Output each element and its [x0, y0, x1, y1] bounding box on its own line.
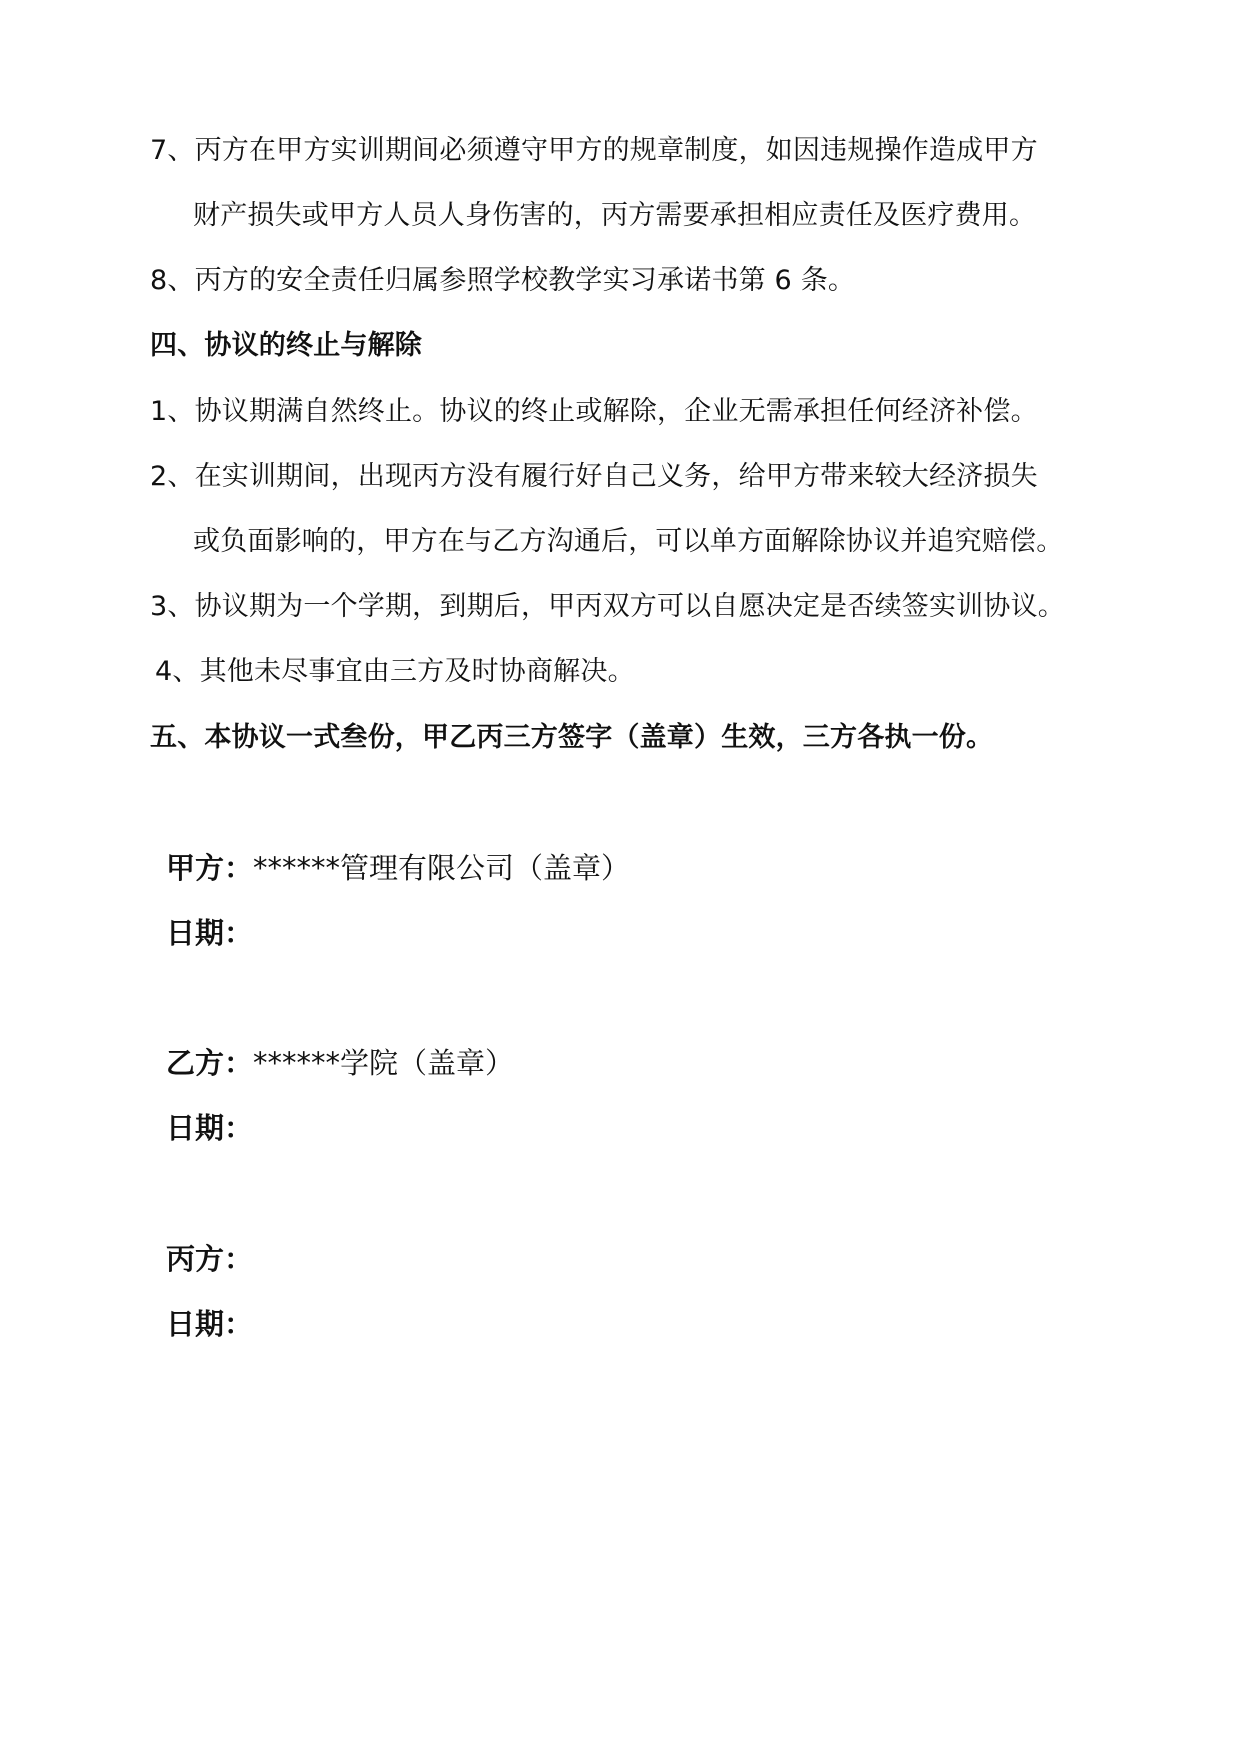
section-4-item-3: 3、协议期为一个学期，到期后，甲丙双方可以自愿决定是否续签实训协议。 — [150, 591, 1065, 622]
party-a-date — [166, 911, 253, 955]
section-4-item-2-line-1: 2、在实训期间，出现丙方没有履行好自己义务，给甲方带来较大经济损失 — [150, 461, 1038, 492]
party-b-date — [166, 1106, 253, 1150]
party-a-name: ******管理有限公司（盖章） — [253, 851, 631, 885]
party-b-label: 乙方： — [166, 1046, 254, 1080]
clause-8: 8、丙方的安全责任归属参照学校教学实习承诺书第 6 条。 — [150, 265, 856, 296]
section-4-heading: 四、协议的终止与解除 — [150, 330, 422, 361]
party-a-line — [166, 846, 630, 890]
party-b-name: ******学院（盖章） — [253, 1046, 515, 1080]
section-4-item-1: 1、协议期满自然终止。协议的终止或解除，企业无需承担任何经济补偿。 — [150, 396, 1038, 427]
section-5-heading: 五、本协议一式叁份，甲乙丙三方签字（盖章）生效，三方各执一份。 — [150, 722, 994, 753]
party-c-date-label: 日期： — [166, 1307, 254, 1341]
party-b-date-label: 日期： — [166, 1111, 254, 1145]
party-b-line — [166, 1041, 514, 1085]
party-a-date-label: 日期： — [166, 916, 254, 950]
party-a-label: 甲方： — [166, 851, 254, 885]
clause-7-line-2: 财产损失或甲方人员人身伤害的，丙方需要承担相应责任及医疗费用。 — [193, 200, 1037, 231]
section-4-item-2-line-2: 或负面影响的，甲方在与乙方沟通后，可以单方面解除协议并追究赔偿。 — [193, 526, 1064, 557]
section-4-item-4: 4、其他未尽事宜由三方及时协商解决。 — [155, 656, 635, 687]
party-c-line — [166, 1237, 253, 1281]
party-c-label: 丙方： — [166, 1242, 254, 1276]
party-c-date — [166, 1302, 253, 1346]
clause-7-line-1: 7、丙方在甲方实训期间必须遵守甲方的规章制度，如因违规操作造成甲方 — [150, 135, 1038, 166]
